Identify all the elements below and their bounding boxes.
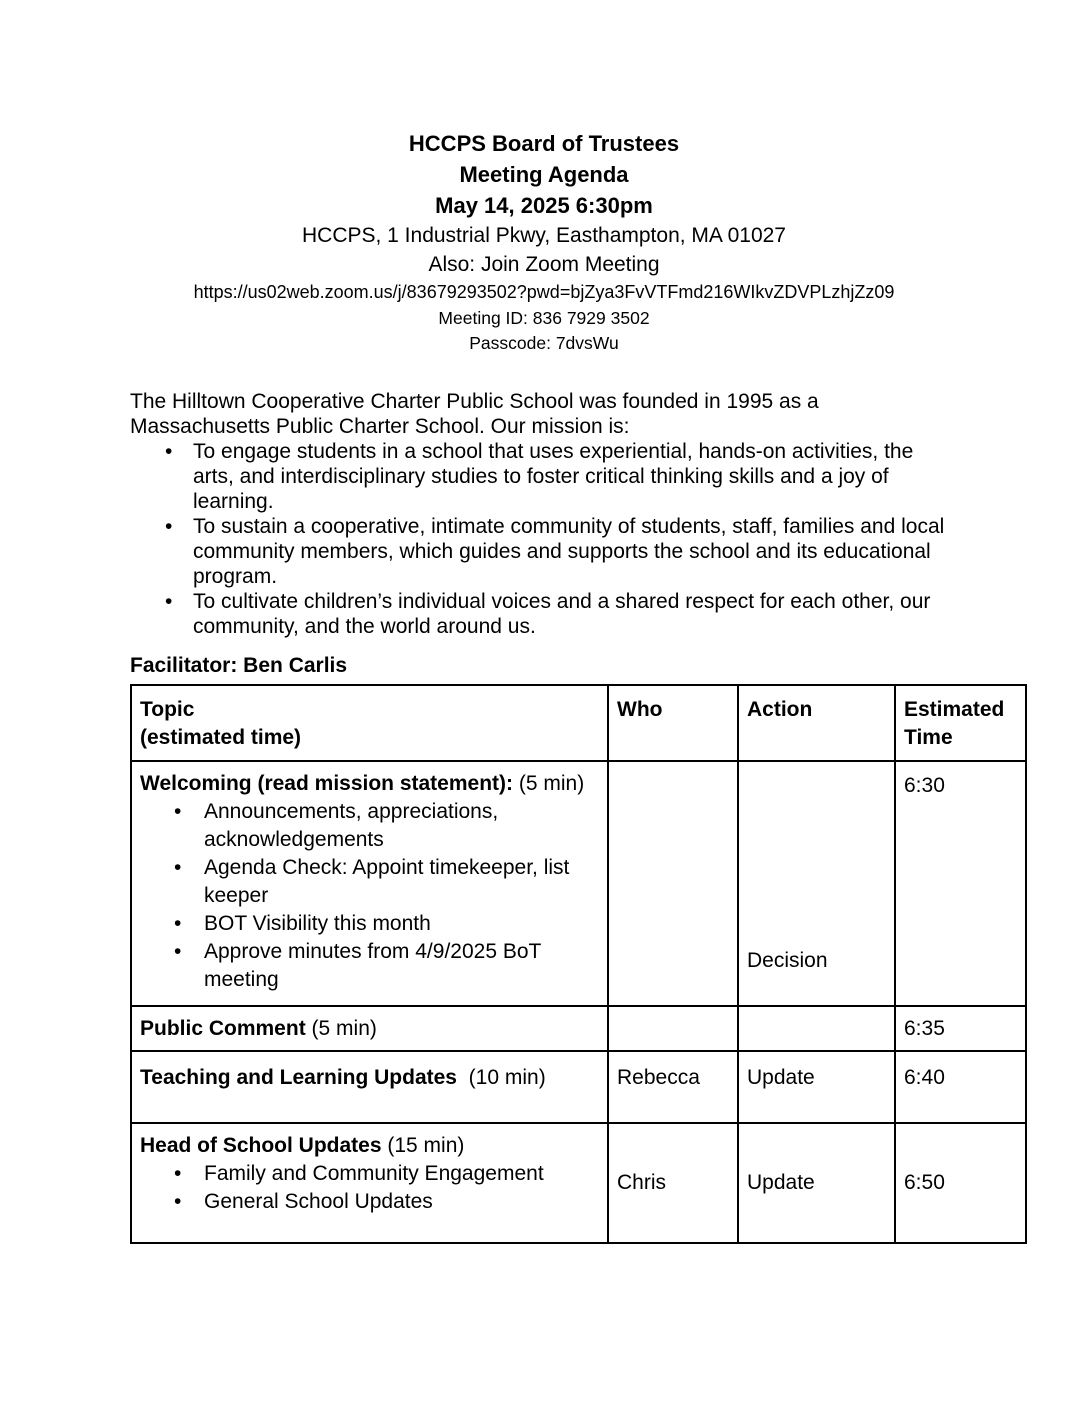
col-header-topic bbox=[131, 685, 608, 761]
topic-title bbox=[140, 1132, 599, 1160]
mission-bullet: • To engage students in a school that uses experiential, hands-on activities, the arts, and interdisciplinary studies to foster critical thinking skills and a joy of learning. bbox=[165, 439, 958, 514]
document-header bbox=[130, 0, 958, 356]
mission-intro: The Hilltown Cooperative Charter Public School was founded in 1995 as a Massachusetts Public Charter School. Our mission is: bbox=[130, 390, 819, 438]
topic-bullet: • Approve minutes from 4/9/2025 BoT meeting bbox=[174, 938, 599, 994]
document-body bbox=[130, 0, 1005, 1244]
time-cell: 6:30 bbox=[895, 761, 1026, 1006]
zoom-meeting-url: https://us02web.zoom.us/j/83679293502?pwd=bjZya3FvVTFmd216WIkvZDVPLzhjZz09 bbox=[193, 282, 895, 302]
meeting-id: Meeting ID: 836 7929 3502 bbox=[438, 308, 650, 328]
time-cell: 6:50 bbox=[895, 1123, 1026, 1243]
topic-title-bold: Head of School Updates bbox=[140, 1134, 382, 1157]
col-header-topic-line1: Topic bbox=[140, 698, 195, 721]
topic-bullet: • Agenda Check: Appoint timekeeper, list keeper bbox=[174, 854, 599, 910]
facilitator-line: Facilitator: Ben Carlis bbox=[130, 654, 348, 677]
topic-title-bold: Teaching and Learning Updates bbox=[140, 1066, 457, 1089]
topic-bullet-list bbox=[140, 798, 599, 994]
mission-bullet: • To cultivate children’s individual voices and a shared respect for each other, our community, and the world around us. bbox=[165, 589, 958, 639]
who-cell bbox=[608, 1006, 738, 1051]
topic-title-bold: Public Comment bbox=[140, 1016, 306, 1040]
mission-bullet-list bbox=[130, 439, 958, 639]
topic-cell bbox=[131, 1051, 608, 1123]
time-cell: 6:40 bbox=[895, 1051, 1026, 1123]
topic-title-time: (5 min) bbox=[305, 1016, 377, 1040]
action-cell bbox=[738, 1006, 895, 1051]
meeting-location: HCCPS, 1 Industrial Pkwy, Easthampton, MA 01027 bbox=[301, 224, 786, 247]
action-cell: Decision bbox=[738, 761, 895, 1006]
topic-title-time: (5 min) bbox=[513, 772, 585, 795]
topic-cell bbox=[131, 1123, 608, 1243]
time-cell: 6:35 bbox=[895, 1006, 1026, 1051]
action-cell: Update bbox=[738, 1123, 895, 1243]
agenda-table bbox=[130, 684, 1027, 1244]
zoom-join-line: Also: Join Zoom Meeting bbox=[428, 253, 660, 276]
table-row bbox=[131, 1051, 1026, 1123]
col-header-action: Action bbox=[738, 685, 895, 761]
table-row bbox=[131, 1006, 1026, 1051]
table-header-row bbox=[131, 685, 1026, 761]
col-header-who: Who bbox=[608, 685, 738, 761]
topic-bullet-list bbox=[140, 1160, 599, 1216]
table-row bbox=[131, 1123, 1026, 1243]
col-header-time: Estimated Time bbox=[895, 685, 1026, 761]
doc-datetime: May 14, 2025 6:30pm bbox=[435, 193, 653, 218]
who-cell bbox=[608, 761, 738, 1006]
mission-bullet: • To sustain a cooperative, intimate community of students, staff, families and local community members, which guides and supports the school and its educational program. bbox=[165, 514, 958, 589]
topic-cell bbox=[131, 761, 608, 1006]
topic-title bbox=[140, 770, 599, 798]
topic-title-time: (15 min) bbox=[381, 1134, 465, 1157]
meeting-passcode: Passcode: 7dvsWu bbox=[469, 333, 619, 353]
topic-title-time: (10 min) bbox=[457, 1066, 546, 1089]
who-cell: Rebecca bbox=[608, 1051, 738, 1123]
topic-bullet: • BOT Visibility this month bbox=[174, 910, 599, 938]
topic-cell bbox=[131, 1006, 608, 1051]
who-cell: Chris bbox=[608, 1123, 738, 1243]
col-header-topic-line2: (estimated time) bbox=[140, 726, 302, 749]
table-row bbox=[131, 761, 1026, 1006]
topic-bullet: • Announcements, appreciations, acknowledgements bbox=[174, 798, 599, 854]
topic-title-bold: Welcoming (read mission statement): bbox=[140, 772, 514, 795]
topic-bullet: • Family and Community Engagement bbox=[174, 1160, 599, 1188]
action-cell: Update bbox=[738, 1051, 895, 1123]
doc-subtitle: Meeting Agenda bbox=[459, 162, 629, 187]
doc-title: HCCPS Board of Trustees bbox=[408, 131, 680, 156]
topic-bullet: • General School Updates bbox=[174, 1188, 599, 1216]
mission-section bbox=[130, 389, 958, 639]
